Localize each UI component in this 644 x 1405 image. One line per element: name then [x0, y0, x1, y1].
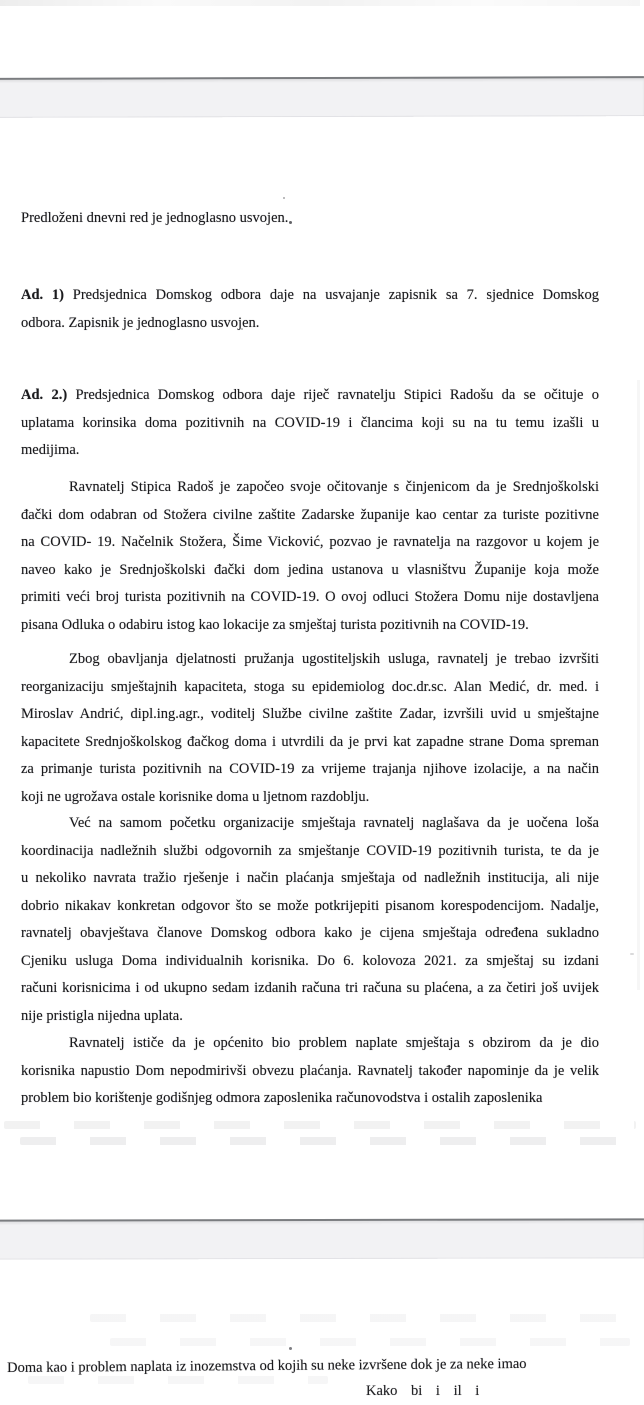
- text-line: Ad. 1) Predsjednica Domskog odbora daje na usvajanje zapisnik sa 7. sjednice Domskog: [21, 287, 599, 303]
- paragraph-label: Ad. 2.): [21, 387, 68, 403]
- text-line: odbora. Zapisnik je jednoglasno usvojen.: [21, 314, 260, 331]
- scan-smudge-top: [0, 0, 640, 6]
- text-line: đački dom odabran od Stožera civilne zaštite Zadarske županije kao centar za turiste pozitivne: [21, 506, 599, 523]
- text-line: u nekoliko navrata tražio rješenje i način plaćanja smještaja od nadležnih institucija, ali nije: [21, 870, 599, 886]
- text-line: medijima.: [21, 442, 80, 458]
- text-line: za primanje turista pozitivnih na COVID-19 za vrijeme trajanja njihove izolacije, a na način: [21, 761, 599, 777]
- paragraph-problem-naplate: [21, 1030, 599, 1113]
- ink-speck: [283, 197, 285, 199]
- page-edge-band-middle: [0, 1218, 644, 1259]
- paragraph-koordinacija-i-racuni: [21, 810, 599, 1030]
- text-line: primiti veći broj turista pozitivnih na COVID-19. O ovoj odluci Stožera Domu nije dostavljena: [21, 589, 599, 605]
- paragraph-label: Ad. 1): [21, 287, 65, 303]
- scan-ghost-row: [90, 1314, 630, 1322]
- text-line: Ravnatelj Stipica Radoš je započeo svoje očitovanje s činjenicom da je Srednjoškolski: [69, 479, 599, 495]
- text-line: Ravnatelj ističe da je općenito bio problem naplate smještaja s obzirom da je dio: [69, 1035, 599, 1051]
- page-edge-band-top: [0, 76, 644, 118]
- ink-speck: [289, 221, 292, 224]
- text-line: koji ne ugrožava ostale korisnike doma u ljetnom razdoblju.: [21, 788, 370, 805]
- paragraph-ad-2: [21, 382, 599, 465]
- text-line: Već na samom početku organizacije smještaja ravnatelj naglašava da je uočena loša: [69, 815, 599, 831]
- text-line: korisnika napustio Dom nepodmirivši obvezu plaćanja. Ravnatelj također napominje da je velik: [21, 1062, 599, 1079]
- scan-ghost-row: [4, 1121, 636, 1129]
- text-line: Ad. 2.) Predsjednica Domskog odbora daje riječ ravnatelju Stipici Radošu da se očituje o: [21, 387, 599, 403]
- text-line: pisana Odluka o odabiru istog kao lokacije za smještaj turista pozitivnih na COVID-19.: [21, 616, 529, 633]
- ink-speck: [289, 1347, 292, 1350]
- scan-ghost-row: [110, 1338, 630, 1346]
- paragraph-reorganizacija-kapaciteta: [21, 646, 599, 811]
- text-line: Predloženi dnevni red je jednoglasno usvojen.: [21, 210, 289, 226]
- text-line: dobrio nikakav konkretan odgovor što se može potkrijepiti pisanom korespodencijom. Nadalje,: [21, 897, 599, 914]
- text-line: kapacitete Srednjoškolskog đačkog doma i utvrdili da je prvi kat zapadne strane Doma spreman: [21, 733, 599, 750]
- scan-edge-shadow: [637, 380, 640, 990]
- text-line: Cjeniku usluga Doma individualnih korisnika. Do 6. kolovoza 2021. za smještaj su izdani: [21, 952, 599, 969]
- text-line: Miroslav Andrić, dipl.ing.agr., voditelj Službe civilne zaštite Zadar, izvršili uvid u smještajne: [21, 706, 599, 722]
- paragraph-dnevni-red: [21, 205, 599, 233]
- text-line: uplatama korinsika doma pozitivnih na COVID-19 i člancima koji su na tu temu izašli u: [21, 414, 599, 431]
- paragraph-ad-1: [21, 282, 599, 337]
- cutoff-text-line: Kako bi i il i: [366, 1383, 480, 1399]
- paragraph-ocitovanje-ravnatelja: [21, 474, 599, 639]
- text-line: nije pristigla nijedna uplata.: [21, 1007, 183, 1024]
- text-line: reorganizaciju smještajnih kapaciteta, stoga su epidemiolog doc.dr.sc. Alan Medić, dr. med. i: [21, 678, 599, 695]
- text-line: Zbog obavljanja djelatnosti pružanja ugostiteljskih usluga, ravnatelj je trebao izvršiti: [69, 651, 599, 667]
- text-line: Doma kao i problem naplata iz inozemstva od kojih su neke izvršene dok je za neke imao: [7, 1355, 527, 1376]
- text-line: problem bio korištenje godišnjeg odmora zaposlenika računovodstva i ostalih zaposlenika: [21, 1090, 543, 1106]
- text-line: na COVID- 19. Načelnik Stožera, Šime Vicković, pozvao je ravnatelja na razgovor u kojem je: [21, 534, 599, 550]
- scan-ghost-row: [20, 1137, 620, 1145]
- ink-speck: [630, 953, 634, 955]
- text-line: koordinacija nadležnih službi odgovornih za smještanje COVID-19 pozitivnih turista, te da je: [21, 842, 599, 859]
- text-line: naveo kako je Srednjoškolski đački dom jedina ustanova u vlasništvu Županije koja može: [21, 561, 599, 578]
- text-line: računi korisnicima i od ukupno sedam izdanih računa tri računa su plaćena, a za četiri još uvijek: [21, 980, 599, 996]
- ink-speck: [241, 328, 243, 330]
- text-line: ravnatelj obavještava članove Domskog odbora kako je cijena smještaja određena sukladno: [21, 925, 599, 941]
